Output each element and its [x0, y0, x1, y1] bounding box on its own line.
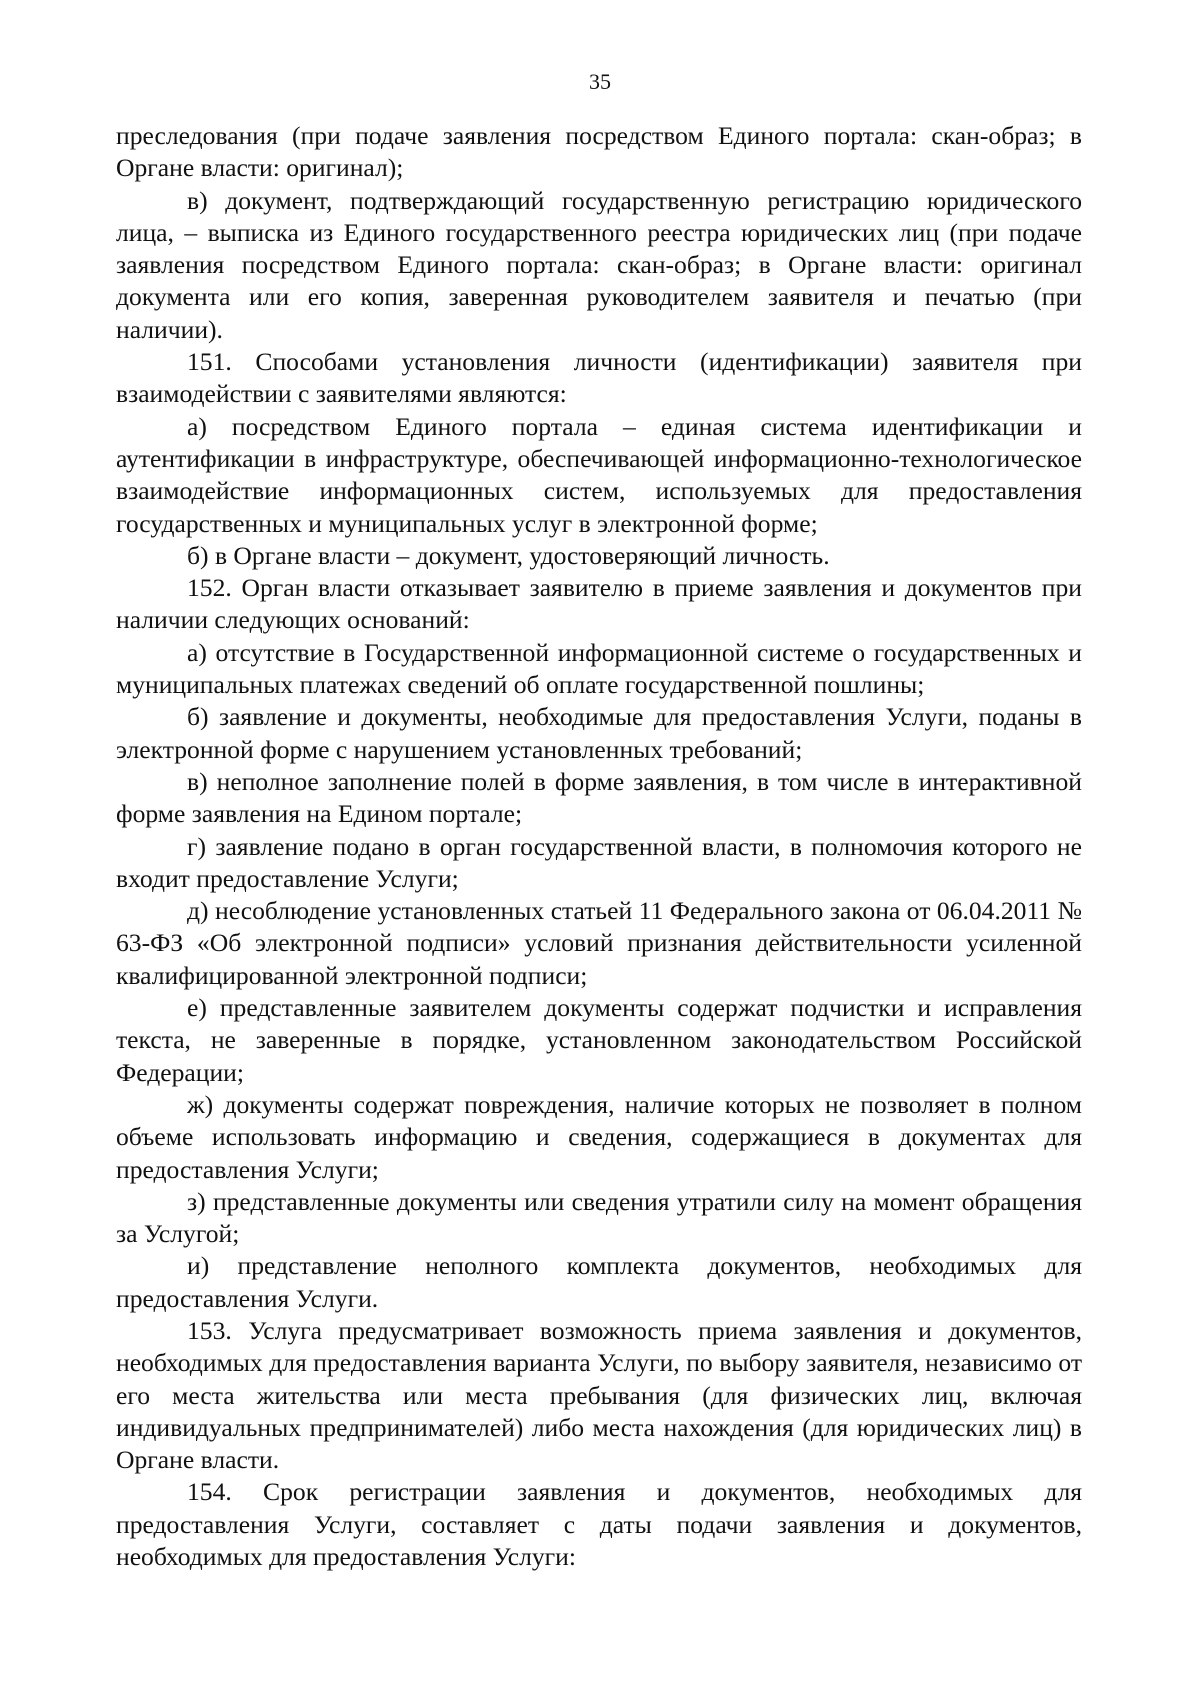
paragraph-151-item-b: б) в Органе власти – документ, удостоверяющий личность. — [187, 540, 830, 570]
paragraph-152-item-zh: ж) документы содержат повреждения, наличие которых не позволяет в полном объеме использовать информацию и сведения, содержащиеся в документах для предоставления Услуги; — [116, 1089, 1082, 1184]
paragraph-151: 151. Способами установления личности (идентификации) заявителя при взаимодействии с заявителями являются: — [116, 347, 1082, 409]
paragraph-item-v-legal-entity-registration: в) документ, подтверждающий государственную регистрацию юридического лица, – выписка из Единого государственного реестра юридических лиц (при подаче заявления посредством Единого портала: скан-образ; в Органе власти: оригинал документа или его копия, заверенная руководителем заявителя и печатью (при наличии). — [116, 185, 1082, 344]
paragraph-154: 154. Срок регистрации заявления и документов, необходимых для предоставления Услуги, составляет с даты подачи заявления и документов, необходимых для предоставления Услуги: — [116, 1477, 1082, 1572]
paragraph-152-item-a: а) отсутствие в Государственной информационной системе о государственных и муниципальных платежах сведений об оплате государственной пошлины; — [116, 637, 1082, 700]
paragraph-152-item-b: б) заявление и документы, необходимые для предоставления Услуги, поданы в электронной форме с нарушением установленных требований; — [116, 702, 1082, 764]
paragraph-152-item-e: е) представленные заявителем документы содержат подчистки и исправления текста, не заверенные в порядке, установленном законодательством Российской Федерации; — [116, 993, 1082, 1087]
paragraph-152-item-d: д) несоблюдение установленных статьей 11 Федерального закона от 06.04.2011 № 63-ФЗ «Об электронной подписи» условий признания действительности усиленной квалифицированной электронной подписи; — [116, 896, 1082, 990]
paragraph-153: 153. Услуга предусматривает возможность приема заявления и документов, необходимых для предоставления варианта Услуги, по выбору заявителя, независимо от его места жительства или места пребывания (для физических лиц, включая индивидуальных предпринимателей) либо места нахождения (для юридических лиц) в Органе власти. — [116, 1315, 1082, 1475]
paragraph-151-item-a: а) посредством Единого портала – единая система идентификации и аутентификации в инфраструктуре, обеспечивающей информационно-технологическое взаимодействие информационных систем, используемых для предоставления государственных и муниципальных услуг в электронной форме; — [116, 411, 1082, 538]
page-number: 35 — [589, 69, 611, 94]
paragraph-152-item-g: г) заявление подано в орган государственной власти, в полномочия которого не входит предоставление Услуги; — [116, 831, 1082, 893]
paragraph-152-item-z: з) представленные документы или сведения утратили силу на момент обращения за Услугой; — [116, 1186, 1082, 1249]
paragraph-152-item-i: и) представление неполного комплекта документов, необходимых для предоставления Услуги. — [116, 1251, 1082, 1313]
paragraph-152: 152. Орган власти отказывает заявителю в приеме заявления и документов при наличии следующих оснований: — [116, 573, 1082, 635]
body-text — [116, 120, 1082, 1573]
paragraph-152-item-v: в) неполное заполнение полей в форме заявления, в том числе в интерактивной форме заявления на Едином портале; — [116, 766, 1082, 829]
paragraph-continuation: преследования (при подаче заявления посредством Единого портала: скан-образ; в Органе власти: оригинал); — [116, 121, 1082, 183]
